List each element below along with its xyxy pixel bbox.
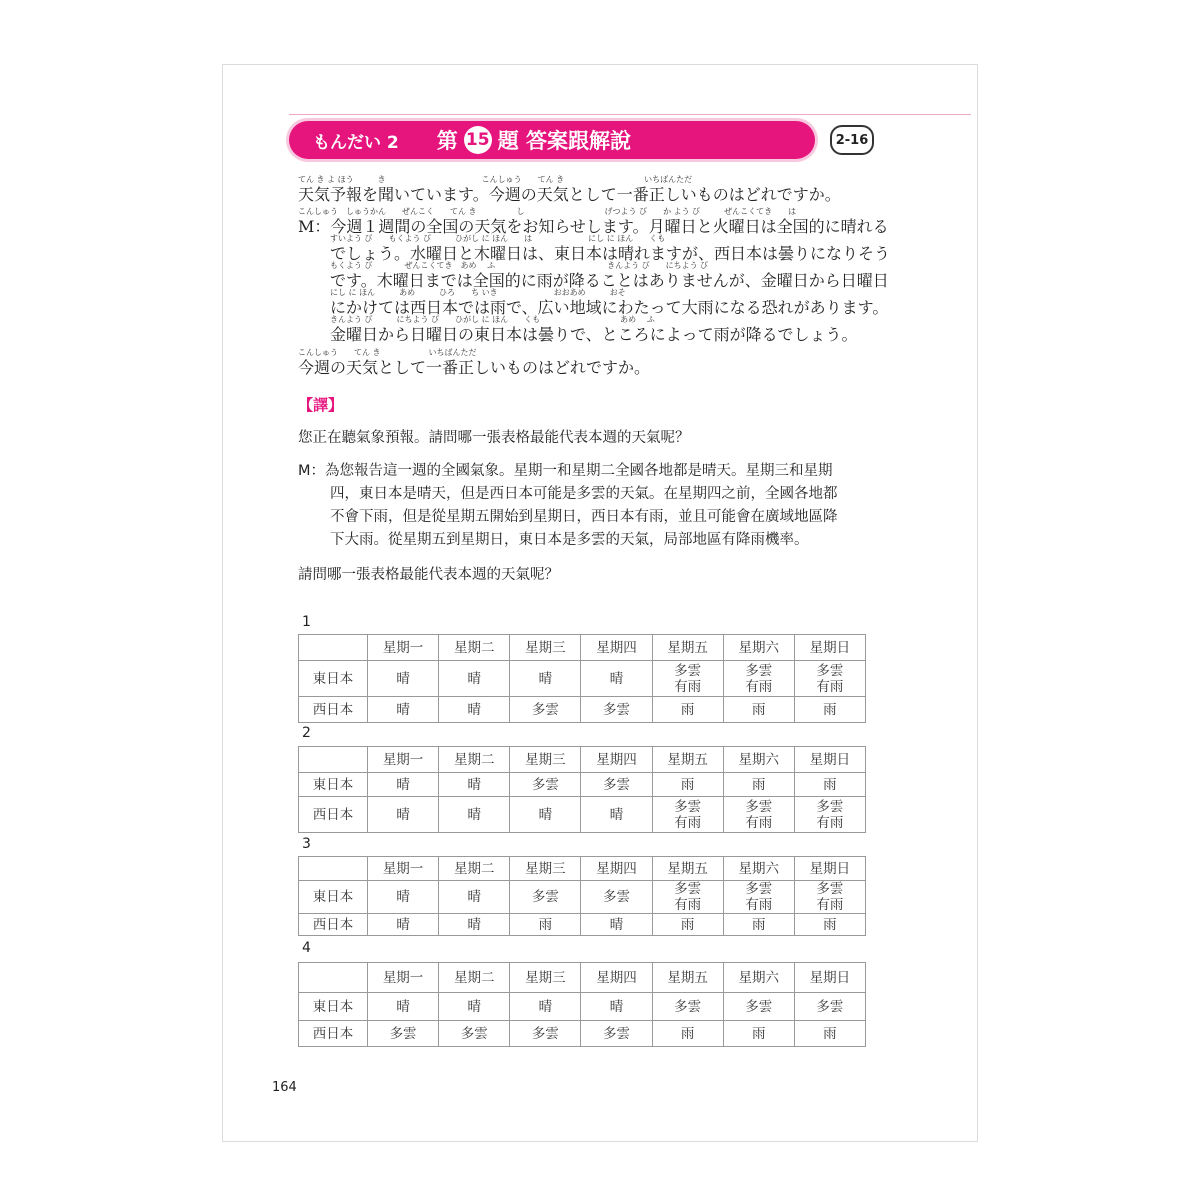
weather-cell	[368, 881, 439, 914]
weather-cell	[510, 914, 581, 936]
day-header-cell-text: 星期六	[738, 860, 780, 877]
day-header-cell	[439, 857, 510, 881]
weather-cell	[510, 661, 581, 697]
day-header-cell	[723, 635, 794, 661]
weather-cell	[581, 914, 652, 936]
weather-cell-text: 多雲	[531, 889, 559, 905]
day-header-cell-text: 星期日	[809, 969, 851, 986]
table-row-west	[299, 914, 866, 936]
weather-cell	[652, 1021, 723, 1047]
day-header-cell	[794, 747, 865, 773]
day-header-cell-text: 星期二	[453, 969, 495, 986]
corner-cell	[299, 635, 368, 661]
weather-cell-text: 多雲	[602, 776, 630, 793]
translation-line: 下大雨。從星期五到星期日，東日本是多雲的天氣，局部地區有降雨機率。	[330, 532, 809, 548]
weather-cell	[794, 1021, 865, 1047]
day-header-cell	[652, 747, 723, 773]
weather-cell-text: 晴	[467, 998, 481, 1015]
weather-cell	[368, 773, 439, 797]
weather-cell	[652, 881, 723, 914]
day-header-cell	[368, 747, 439, 773]
weather-cell-text: 晴	[396, 701, 410, 718]
day-header-cell-text: 星期六	[738, 969, 780, 986]
weather-cell-text: 晴	[467, 701, 481, 718]
region-label-cell-text: 東日本	[312, 670, 354, 687]
day-header-cell	[510, 857, 581, 881]
day-header-cell	[439, 747, 510, 773]
weather-cell-text: 多雲	[531, 701, 559, 718]
day-header-cell	[723, 963, 794, 993]
table-header-row	[299, 963, 866, 993]
weather-cell	[723, 797, 794, 833]
table-label: 4	[302, 940, 311, 956]
day-header-cell-text: 星期六	[738, 751, 780, 768]
translation-line: 四，東日本是晴天，但是西日本可能是多雲的天氣。在星期四之前，全國各地都	[330, 486, 838, 502]
day-header-cell-text: 星期一	[382, 860, 424, 877]
day-header-cell	[368, 857, 439, 881]
weather-cell	[510, 773, 581, 797]
furigana-line: てん き よ ほう き こんしゅう てん き いちばんただ	[298, 175, 693, 184]
day-header-cell-text: 星期四	[596, 969, 637, 986]
weather-cell	[652, 914, 723, 936]
day-header-cell-text: 星期二	[453, 751, 495, 768]
weather-cell	[794, 797, 865, 833]
weather-cell-text: 多雲 有雨	[674, 881, 702, 913]
furigana-line: にし に ほん あめ ひろ ち いき おおあめ おそ	[330, 288, 626, 297]
weather-cell	[723, 773, 794, 797]
header-rule	[289, 114, 971, 115]
table-row-east	[299, 881, 866, 914]
script-line: でしょう。水曜日と木曜日は、東日本は晴れますが、西日本は曇りになりそう	[330, 244, 891, 263]
weather-cell-text: 晴	[396, 776, 410, 793]
weather-cell	[652, 661, 723, 697]
table-row-west	[299, 697, 866, 723]
weather-cell	[652, 993, 723, 1021]
weather-cell-text: 多雲	[816, 998, 844, 1015]
day-header-cell-text: 星期三	[525, 969, 566, 986]
weather-table	[298, 856, 866, 936]
weather-cell-text: 晴	[609, 806, 624, 823]
table-label: 3	[302, 836, 311, 852]
weather-cell	[723, 881, 794, 914]
weather-cell	[510, 1021, 581, 1047]
day-header-cell	[723, 747, 794, 773]
table-row-west	[299, 1021, 866, 1047]
corner-cell	[299, 963, 368, 993]
script-line: です。木曜日までは全国的に雨が降ることはありませんが、金曜日から日曜日	[330, 271, 889, 290]
weather-cell-text: 晴	[538, 670, 553, 687]
day-header-cell	[652, 635, 723, 661]
region-label-cell	[299, 773, 368, 797]
furigana-line: もくよう び ぜんこくてき あめ ふ きんよう び にちよう び	[330, 261, 709, 270]
weather-cell	[581, 661, 652, 697]
day-header-cell-text: 星期四	[596, 860, 637, 877]
weather-cell-text: 雨	[823, 776, 837, 793]
weather-cell-text: 晴	[467, 806, 481, 823]
weather-cell	[439, 661, 510, 697]
day-header-cell-text: 星期六	[738, 639, 780, 656]
day-header-cell	[368, 635, 439, 661]
region-label-cell	[299, 914, 368, 936]
section-banner	[289, 121, 815, 159]
weather-cell-text: 雨	[752, 776, 766, 793]
corner-cell	[299, 857, 368, 881]
region-label-cell	[299, 797, 368, 833]
region-label-cell-text: 東日本	[312, 776, 354, 793]
weather-cell	[368, 914, 439, 936]
day-header-cell-text: 星期一	[382, 639, 424, 656]
furigana-line: すいよう び もくよう び ひがし に ほん は にし に ほん くも	[330, 234, 666, 243]
weather-cell-text: 雨	[680, 916, 695, 933]
weather-cell-text: 晴	[538, 806, 553, 823]
day-header-cell-text: 星期五	[667, 969, 708, 986]
weather-cell	[368, 797, 439, 833]
region-label-cell	[299, 881, 368, 914]
weather-cell	[368, 697, 439, 723]
weather-cell	[439, 881, 510, 914]
day-header-cell-text: 星期二	[453, 639, 495, 656]
weather-cell-text: 多雲 有雨	[816, 798, 844, 831]
day-header-cell	[581, 747, 652, 773]
weather-cell	[794, 697, 865, 723]
day-header-cell-text: 星期五	[667, 751, 708, 768]
day-header-cell	[652, 963, 723, 993]
weather-cell	[439, 914, 510, 936]
day-header-cell	[510, 635, 581, 661]
table-label: 1	[302, 614, 311, 630]
region-label-cell-text: 西日本	[312, 701, 354, 718]
weather-cell-text: 雨	[823, 1025, 837, 1042]
day-header-cell	[723, 857, 794, 881]
translation-heading: 【譯】	[298, 396, 344, 414]
weather-cell	[652, 773, 723, 797]
day-header-cell-text: 星期五	[667, 860, 708, 877]
weather-cell	[723, 993, 794, 1021]
section-title: 題 答案跟解說	[497, 129, 632, 153]
table-header-row	[299, 635, 866, 661]
furigana-line: こんしゅう しゅうかん ぜんこく てん き し げつよう び か よう び ぜんこくてき は	[298, 207, 797, 216]
weather-cell-text: 多雲 有雨	[745, 881, 773, 913]
weather-cell-text: 雨	[752, 1025, 766, 1042]
question-number-badge: 15	[464, 126, 492, 154]
weather-cell	[652, 697, 723, 723]
day-header-cell	[581, 857, 652, 881]
region-label-cell-text: 西日本	[312, 806, 354, 823]
weather-cell-text: 多雲	[674, 998, 702, 1015]
day-header-cell-text: 星期四	[596, 751, 637, 768]
weather-cell	[723, 661, 794, 697]
weather-cell-text: 晴	[396, 916, 410, 933]
corner-cell	[299, 747, 368, 773]
day-header-cell-text: 星期三	[525, 860, 566, 877]
weather-cell-text: 晴	[396, 889, 410, 905]
weather-cell-text: 多雲 有雨	[674, 662, 702, 695]
weather-cell	[794, 661, 865, 697]
weather-cell	[510, 697, 581, 723]
weather-cell-text: 晴	[609, 998, 624, 1015]
weather-cell	[439, 697, 510, 723]
weather-cell-text: 多雲 有雨	[745, 662, 773, 695]
weather-cell-text: 晴	[467, 670, 481, 687]
weather-cell	[723, 1021, 794, 1047]
weather-cell	[439, 1021, 510, 1047]
day-header-cell-text: 星期日	[809, 860, 851, 877]
translation-line: 您正在聽氣象預報。請問哪一張表格最能代表本週的天氣呢？	[298, 430, 690, 446]
weather-cell-text: 多雲	[745, 998, 773, 1015]
weather-cell-text: 雨	[538, 916, 553, 933]
region-label-cell-text: 東日本	[312, 889, 354, 905]
region-label-cell-text: 西日本	[312, 1025, 354, 1042]
weather-cell-text: 多雲	[460, 1025, 488, 1042]
day-header-cell-text: 星期二	[453, 860, 495, 877]
weather-cell	[581, 881, 652, 914]
weather-cell	[439, 797, 510, 833]
day-header-cell-text: 星期一	[382, 751, 424, 768]
day-header-cell-text: 星期日	[809, 639, 851, 656]
table-row-east	[299, 661, 866, 697]
region-label-cell	[299, 993, 368, 1021]
weather-table	[298, 746, 866, 833]
region-label-cell	[299, 1021, 368, 1047]
weather-cell	[581, 993, 652, 1021]
weather-cell	[510, 993, 581, 1021]
weather-cell-text: 晴	[609, 670, 624, 687]
weather-cell-text: 雨	[752, 916, 766, 933]
weather-cell-text: 雨	[680, 701, 695, 718]
furigana-line: きんよう び にちよう び ひがし に ほん くも あめ ふ	[330, 315, 655, 324]
weather-cell	[794, 914, 865, 936]
table-label: 2	[302, 725, 311, 741]
weather-cell-text: 晴	[609, 916, 624, 933]
table-row-east	[299, 773, 866, 797]
mondai-label: もんだい 2	[313, 132, 399, 153]
day-header-cell-text: 星期四	[596, 639, 637, 656]
page-number: 164	[272, 1080, 297, 1095]
script-line: M：今週１週間の全国の天気をお知らせします。月曜日と火曜日は全国的に晴れる	[298, 217, 889, 236]
weather-cell-text: 晴	[396, 806, 410, 823]
weather-cell-text: 晴	[538, 998, 553, 1015]
weather-cell	[439, 773, 510, 797]
weather-cell	[581, 773, 652, 797]
region-label-cell	[299, 697, 368, 723]
weather-cell-text: 多雲 有雨	[816, 662, 844, 695]
weather-cell-text: 雨	[823, 701, 837, 718]
day-header-cell-text: 星期三	[525, 639, 566, 656]
weather-cell	[510, 797, 581, 833]
weather-cell-text: 雨	[680, 1025, 695, 1042]
weather-cell-text: 晴	[396, 998, 410, 1015]
weather-cell-text: 多雲 有雨	[745, 798, 773, 831]
region-label-cell-text: 西日本	[312, 916, 354, 933]
region-label-cell-text: 東日本	[312, 998, 354, 1015]
weather-cell	[368, 993, 439, 1021]
day-header-cell	[794, 857, 865, 881]
weather-cell-text: 多雲	[602, 1025, 630, 1042]
weather-cell-text: 雨	[823, 916, 837, 933]
weather-cell	[368, 1021, 439, 1047]
weather-cell	[581, 1021, 652, 1047]
day-header-cell	[439, 635, 510, 661]
audio-track-badge: 2-16	[830, 125, 874, 155]
table-header-row	[299, 747, 866, 773]
translation-line: 不會下雨，但是從星期五開始到星期日，西日本有雨，並且可能會在廣域地區降	[330, 509, 838, 525]
weather-cell-text: 多雲 有雨	[816, 881, 844, 913]
table-header-row	[299, 857, 866, 881]
day-header-cell	[581, 963, 652, 993]
weather-cell	[723, 914, 794, 936]
furigana-line: こんしゅう てん き いちばんただ	[298, 348, 477, 357]
weather-cell-text: 晴	[467, 776, 481, 793]
script-line: 金曜日から日曜日の東日本は曇りで、ところによって雨が降るでしょう。	[330, 325, 858, 344]
weather-cell	[794, 881, 865, 914]
weather-cell-text: 多雲	[389, 1025, 417, 1042]
day-header-cell	[510, 747, 581, 773]
weather-cell-text: 多雲 有雨	[674, 798, 702, 831]
day-header-cell	[439, 963, 510, 993]
weather-cell	[581, 797, 652, 833]
weather-cell	[652, 797, 723, 833]
weather-cell	[794, 773, 865, 797]
script-line: 今週の天気として一番正しいものはどれですか。	[298, 358, 651, 377]
weather-cell-text: 晴	[396, 670, 410, 687]
day-header-cell	[368, 963, 439, 993]
weather-cell	[581, 697, 652, 723]
script-line: 天気予報を聞いています。今週の天気として一番正しいものはどれですか。	[298, 185, 841, 204]
weather-cell	[368, 661, 439, 697]
translation-line: 請問哪一張表格最能代表本週的天氣呢？	[298, 567, 559, 583]
translation-line: M：為您報告這一週的全國氣象。星期一和星期二全國各地都是晴天。星期三和星期	[298, 463, 833, 479]
region-label-cell	[299, 661, 368, 697]
weather-cell	[439, 993, 510, 1021]
day-header-cell-text: 星期三	[525, 751, 566, 768]
table-row-east	[299, 993, 866, 1021]
weather-cell-text: 多雲	[602, 889, 630, 905]
day-header-cell	[652, 857, 723, 881]
weather-cell-text: 雨	[680, 776, 695, 793]
day-header-cell	[510, 963, 581, 993]
weather-cell-text: 雨	[752, 701, 766, 718]
day-header-cell-text: 星期五	[667, 639, 708, 656]
day-header-cell-text: 星期一	[382, 969, 424, 986]
weather-cell	[723, 697, 794, 723]
weather-cell-text: 多雲	[531, 776, 559, 793]
day-header-cell-text: 星期日	[809, 751, 851, 768]
weather-cell-text: 晴	[467, 889, 481, 905]
weather-cell	[794, 993, 865, 1021]
weather-cell	[510, 881, 581, 914]
weather-cell-text: 晴	[467, 916, 481, 933]
script-line: にかけては西日本では雨で、広い地域にわたって大雨になる恐れがあります。	[330, 298, 889, 317]
weather-cell-text: 多雲	[531, 1025, 559, 1042]
weather-table	[298, 962, 866, 1047]
dai-label: 第	[436, 129, 458, 153]
table-row-west	[299, 797, 866, 833]
day-header-cell	[581, 635, 652, 661]
weather-cell-text: 多雲	[602, 701, 630, 718]
day-header-cell	[794, 635, 865, 661]
day-header-cell	[794, 963, 865, 993]
weather-table	[298, 634, 866, 723]
